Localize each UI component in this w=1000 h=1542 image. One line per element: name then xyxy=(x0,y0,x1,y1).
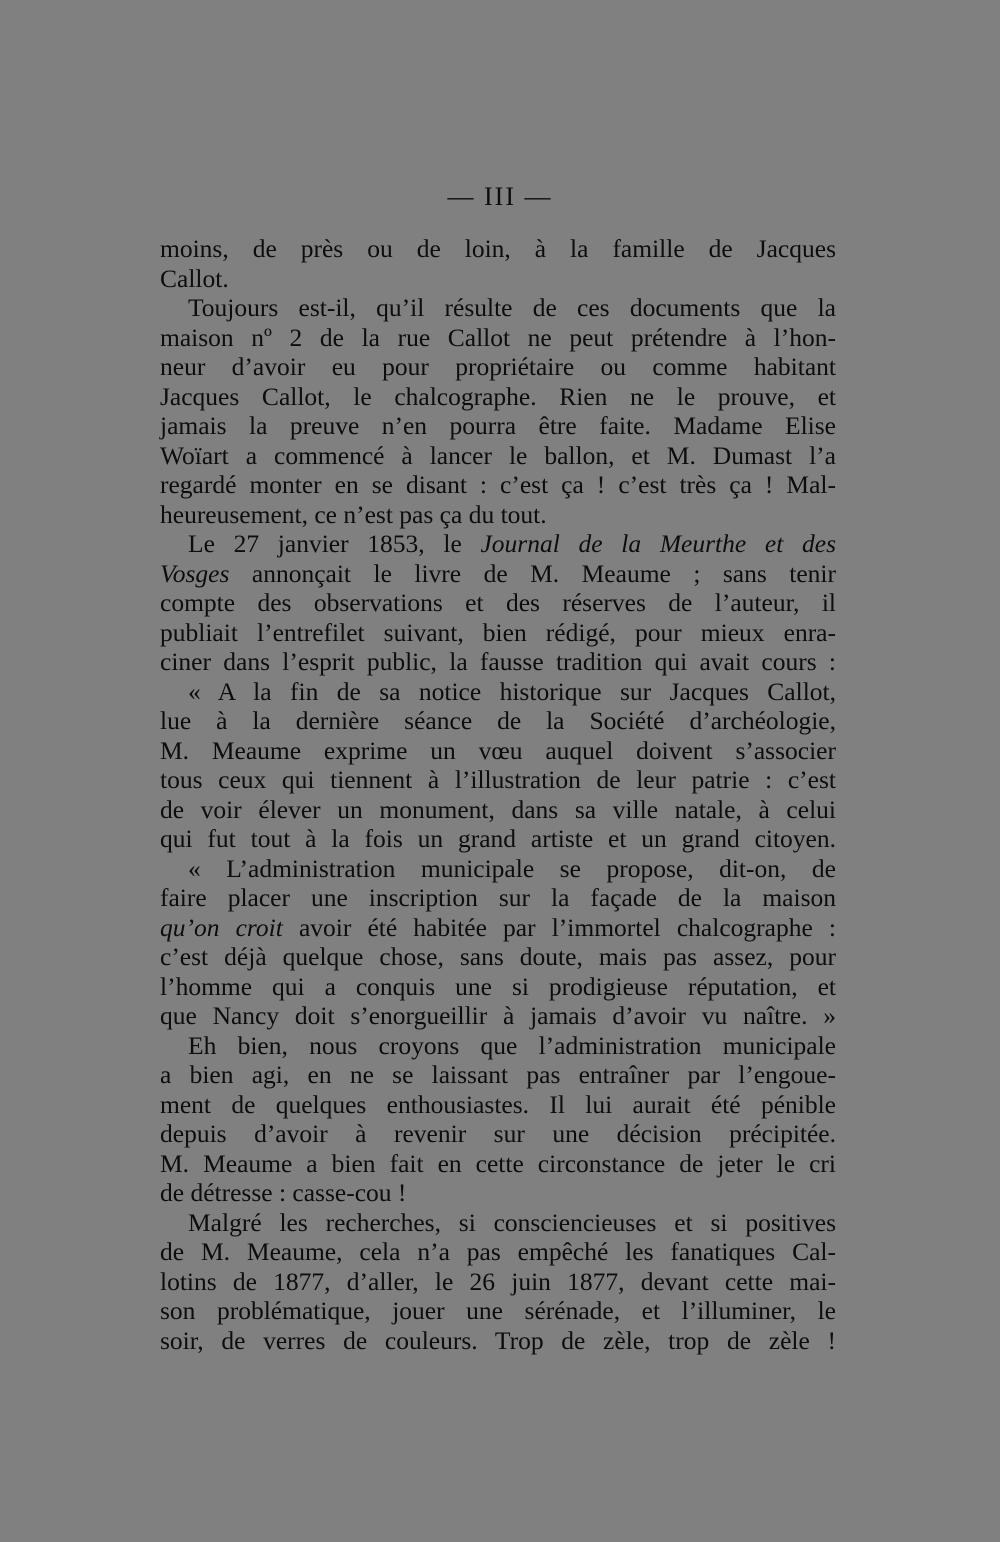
text-line: c’est déjà quelque chose, sans doute, mais pas assez, pour xyxy=(160,942,836,971)
text-line: soir, de verres de couleurs. Trop de zèle, trop de zèle ! xyxy=(160,1325,836,1355)
emphasis-italic: qu’on croit xyxy=(160,912,283,942)
body-text xyxy=(160,234,836,1355)
text-line: ciner dans l’esprit public, la fausse tradition qui avait cours : xyxy=(160,647,836,676)
text-line: ment de quelques enthousiastes. Il lui aurait été pénible xyxy=(160,1089,836,1119)
text-line: faire placer une inscription sur la façade de la maison xyxy=(160,883,836,912)
text-line: publiait l’entrefilet suivant, bien rédigé, pour mieux enra- xyxy=(160,617,836,647)
text-line: lotins de 1877, d’aller, le 26 juin 1877, devant cette mai- xyxy=(160,1266,836,1296)
journal-title-italic: Journal de la Meurthe et des xyxy=(480,529,836,558)
text-line: jamais la preuve n’en pourra être faite. Madame Elise xyxy=(160,411,836,440)
text-line: l’homme qui a conquis une si prodigieuse réputation, et xyxy=(160,971,836,1001)
text-line: qu’on croit avoir été habitée par l’immortel chalcographe : xyxy=(160,912,836,942)
text-line: « L’administration municipale se propose, dit-on, de xyxy=(188,853,836,883)
text-line: a bien agi, en ne se laissant pas entraîner par l’engoue- xyxy=(160,1060,836,1089)
text-line: Toujours est-il, qu’il résulte de ces documents que la xyxy=(188,293,836,322)
text-line: M. Meaume exprime un vœu auquel doivent s’associer xyxy=(160,735,836,765)
page-number: — III — xyxy=(447,182,553,211)
text-line: son problématique, jouer une sérénade, et l’illuminer, le xyxy=(160,1296,836,1325)
text-line: « A la fin de sa notice historique sur Jacques Callot, xyxy=(188,676,836,706)
text-line: Vosges annonçait le livre de M. Meaume ; sans tenir xyxy=(160,558,836,588)
text-line: depuis d’avoir à revenir sur une décision précipitée. xyxy=(160,1119,836,1148)
text-line: que Nancy doit s’enorgueillir à jamais d’avoir vu naître. » xyxy=(160,1001,836,1030)
text-line: Jacques Callot, le chalcographe. Rien ne le prouve, et xyxy=(160,381,836,411)
text-line: Callot. xyxy=(160,263,229,293)
text-line: de détresse : casse-cou ! xyxy=(160,1178,407,1207)
text-line: qui fut tout à la fois un grand artiste et un grand citoyen. xyxy=(160,824,836,853)
text-line: moins, de près ou de loin, à la famille de Jacques xyxy=(160,234,836,263)
text-line: maison nº 2 de la rue Callot ne peut prétendre à l’hon- xyxy=(160,322,836,352)
text-line: heureusement, ce n’est pas ça du tout. xyxy=(160,499,547,529)
text-line: neur d’avoir eu pour propriétaire ou comme habitant xyxy=(160,352,836,381)
text-line: M. Meaume a bien fait en cette circonstance de jeter le cri xyxy=(160,1148,836,1178)
text-line: Le 27 janvier 1853, le Journal de la Meurthe et des xyxy=(188,529,836,558)
text-line: tous ceux qui tiennent à l’illustration de leur patrie : c’est xyxy=(160,765,836,794)
text-line: Woïart a commencé à lancer le ballon, et M. Dumast l’a xyxy=(160,440,836,470)
journal-title-italic: Vosges xyxy=(160,558,230,588)
text-line: Malgré les recherches, si consciencieuses et si positives xyxy=(188,1207,836,1237)
text-line: lue à la dernière séance de la Société d’archéologie, xyxy=(160,706,836,735)
text-line: de M. Meaume, cela n’a pas empêché les fanatiques Cal- xyxy=(160,1237,836,1266)
text-line: de voir élever un monument, dans sa ville natale, à celui xyxy=(160,794,836,824)
text-line: compte des observations et des réserves de l’auteur, il xyxy=(160,588,836,617)
text-line: regardé monter en se disant : c’est ça ! c’est très ça ! Mal- xyxy=(160,470,836,499)
text-line: Eh bien, nous croyons que l’administration municipale xyxy=(188,1030,836,1060)
